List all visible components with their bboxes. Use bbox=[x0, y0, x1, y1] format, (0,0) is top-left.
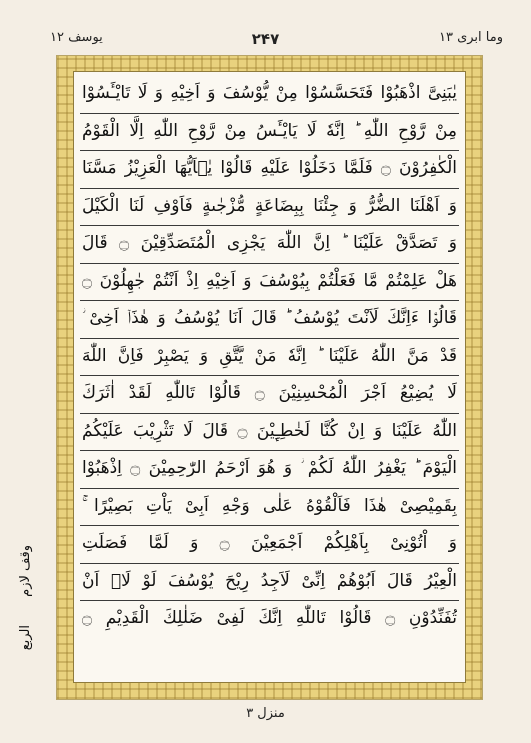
verse-line: وَ اَهْلَنَا الضُّرُّ وَ جِئْنَا بِبِضَاعَةٍ مُّزْجٰىةٍ فَاَوْفِ لَنَا الْكَیْلَ bbox=[82, 195, 457, 216]
verse-line: الْكٰفِرُوْنَ ۝ فَلَمَّا دَخَلُوْا عَلَیْهِ قَالُوْا یٰۤاَیُّهَا الْعَزِیْزُ مَسَّنَا bbox=[82, 158, 457, 178]
verse-line: هَلْ عَلِمْتُمْ مَّا فَعَلْتُمْ بِیُوْسُفَ وَ اَخِیْهِ اِذْ اَنْتُمْ جٰهِلُوْنَ ۝ bbox=[82, 270, 457, 291]
margin-note-rub: الربع bbox=[18, 625, 33, 651]
surah-title: یوسف ۱۲ bbox=[50, 30, 103, 45]
text-panel bbox=[73, 71, 466, 683]
verse-line: بِقَمِیْصِیْ هٰذَا فَاَلْقُوْهُ عَلٰى وَجْهِ اَبِیْ یَاْتِ بَصِیْرًا ۚ bbox=[82, 495, 457, 516]
verse-line: تُفَنِّدُوْنِ ۝ قَالُوْا تَاللّٰهِ اِنَّكَ لَفِیْ ضَلٰلِكَ الْقَدِیْمِ ۝ bbox=[82, 608, 457, 628]
ornamental-border bbox=[56, 55, 483, 700]
verse-line: الْعِیْرُ قَالَ اَبُوْهُمْ اِنِّیْ لَاَجِدُ رِیْحَ یُوْسُفَ لَوْ لَاۤ اَنْ bbox=[82, 570, 457, 591]
verse-line: لَا یُضِیْعُ اَجْرَ الْمُحْسِنِیْنَ ۝ قَالُوْا تَاللّٰهِ لَقَدْ اٰثَرَكَ bbox=[82, 383, 457, 403]
verse-line: مِنْ رَّوْحِ اللّٰهِ ؕ اِنَّهٗ لَا یَایْـَٔسُ مِنْ رَّوْحِ اللّٰهِ اِلَّا الْقَوْمُ bbox=[82, 120, 457, 141]
para-title: وما ابری ۱۳ bbox=[438, 30, 503, 45]
verse-line: وَ اْتُوْنِیْ بِاَهْلِكُمْ اَجْمَعِیْنَ ۝ وَ لَمَّا فَصَلَتِ bbox=[82, 533, 457, 553]
verse-line: قَالُوْۤا ءَاِنَّكَ لَاَنْتَ یُوْسُفُ ؕ قَالَ اَنَا یُوْسُفُ وَ هٰذَاۤ اَخِیْ ؗ bbox=[82, 308, 457, 328]
manzil-footer: منزل ۳ bbox=[246, 706, 285, 721]
verse-line: وَ تَصَدَّقْ عَلَیْنَا ؕ اِنَّ اللّٰهَ یَجْزِی الْمُتَصَدِّقِیْنَ ۝ قَالَ bbox=[82, 233, 457, 253]
page-number: ۲۴۷ bbox=[251, 30, 280, 48]
verse-line: الْیَوْمَ ؕ یَغْفِرُ اللّٰهُ لَكُمْ ؗ وَ هُوَ اَرْحَمُ الرّٰحِمِیْنَ ۝ اِذْهَبُوْا bbox=[82, 458, 457, 478]
page-header bbox=[0, 30, 531, 54]
verse-line: اللّٰهُ عَلَیْنَا وَ اِنْ كُنَّا لَخٰطِـِٕیْنَ ۝ قَالَ لَا تَثْرِیْبَ عَلَیْكُمُ bbox=[82, 420, 457, 441]
margin-note-waqf: وقف لازم bbox=[18, 545, 33, 597]
verse-line: قَدْ مَنَّ اللّٰهُ عَلَیْنَا ؕ اِنَّهٗ مَنْ یَّتَّقِ وَ یَصْبِرْ فَاِنَّ اللّٰهَ bbox=[82, 345, 457, 366]
verse-line: یٰبَنِیَّ اذْهَبُوْا فَتَحَسَّسُوْا مِنْ یُّوْسُفَ وَ اَخِیْهِ وَ لَا تَایْـَٔسُوْا bbox=[82, 83, 457, 103]
verse-lines bbox=[74, 72, 465, 682]
